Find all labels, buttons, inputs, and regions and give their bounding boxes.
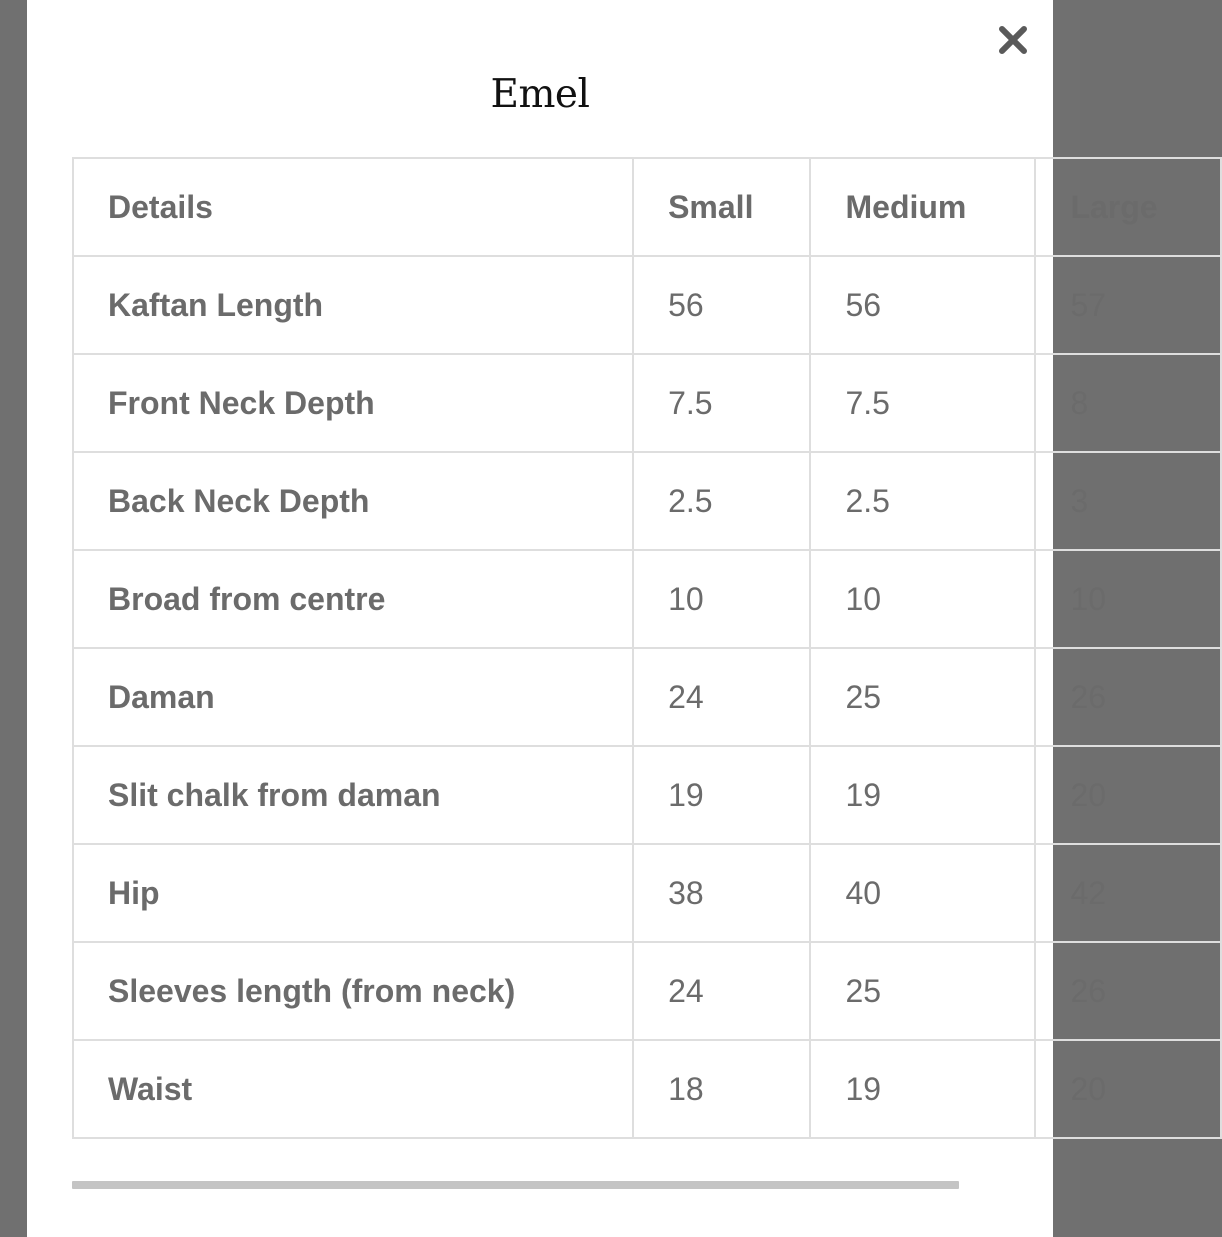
cell-small: 18	[633, 1040, 810, 1138]
cell-large: 10	[1035, 550, 1221, 648]
cell-medium: 56	[810, 256, 1035, 354]
column-header-medium: Medium	[810, 158, 1035, 256]
cell-large: 20	[1035, 1040, 1221, 1138]
row-label: Back Neck Depth	[73, 452, 633, 550]
close-button[interactable]	[993, 20, 1033, 60]
size-table-scroll-container[interactable]	[72, 157, 1158, 1158]
row-label: Waist	[73, 1040, 633, 1138]
row-label: Front Neck Depth	[73, 354, 633, 452]
cell-small: 24	[633, 942, 810, 1040]
column-header-details: Details	[73, 158, 633, 256]
cell-small: 10	[633, 550, 810, 648]
table-row	[73, 354, 1221, 452]
row-label: Hip	[73, 844, 633, 942]
modal-backdrop-left[interactable]	[0, 0, 27, 1237]
cell-medium: 10	[810, 550, 1035, 648]
cell-small: 2.5	[633, 452, 810, 550]
cell-large: 26	[1035, 942, 1221, 1040]
table-row	[73, 1040, 1221, 1138]
table-row	[73, 844, 1221, 942]
column-header-large: Large	[1035, 158, 1221, 256]
table-row	[73, 256, 1221, 354]
cell-large: 26	[1035, 648, 1221, 746]
size-chart-table	[72, 157, 1222, 1139]
size-chart-modal	[27, 0, 1158, 1237]
cell-medium: 2.5	[810, 452, 1035, 550]
close-icon	[997, 24, 1029, 56]
table-row	[73, 746, 1221, 844]
cell-medium: 40	[810, 844, 1035, 942]
cell-medium: 7.5	[810, 354, 1035, 452]
cell-medium: 25	[810, 648, 1035, 746]
cell-small: 24	[633, 648, 810, 746]
table-header-row	[73, 158, 1221, 256]
table-row	[73, 942, 1221, 1040]
table-row	[73, 648, 1221, 746]
horizontal-scrollbar[interactable]	[72, 1181, 1009, 1191]
row-label: Daman	[73, 648, 633, 746]
cell-large: 8	[1035, 354, 1221, 452]
cell-large: 42	[1035, 844, 1221, 942]
cell-small: 19	[633, 746, 810, 844]
cell-large: 57	[1035, 256, 1221, 354]
cell-medium: 25	[810, 942, 1035, 1040]
cell-medium: 19	[810, 1040, 1035, 1138]
cell-small: 56	[633, 256, 810, 354]
cell-small: 38	[633, 844, 810, 942]
cell-large: 3	[1035, 452, 1221, 550]
row-label: Sleeves length (from neck)	[73, 942, 633, 1040]
cell-small: 7.5	[633, 354, 810, 452]
row-label: Kaftan Length	[73, 256, 633, 354]
cell-large: 20	[1035, 746, 1221, 844]
table-row	[73, 550, 1221, 648]
cell-medium: 19	[810, 746, 1035, 844]
row-label: Broad from centre	[73, 550, 633, 648]
table-row	[73, 452, 1221, 550]
column-header-small: Small	[633, 158, 810, 256]
scrollbar-thumb[interactable]	[72, 1181, 959, 1189]
modal-title: Emel	[490, 72, 590, 117]
row-label: Slit chalk from daman	[73, 746, 633, 844]
